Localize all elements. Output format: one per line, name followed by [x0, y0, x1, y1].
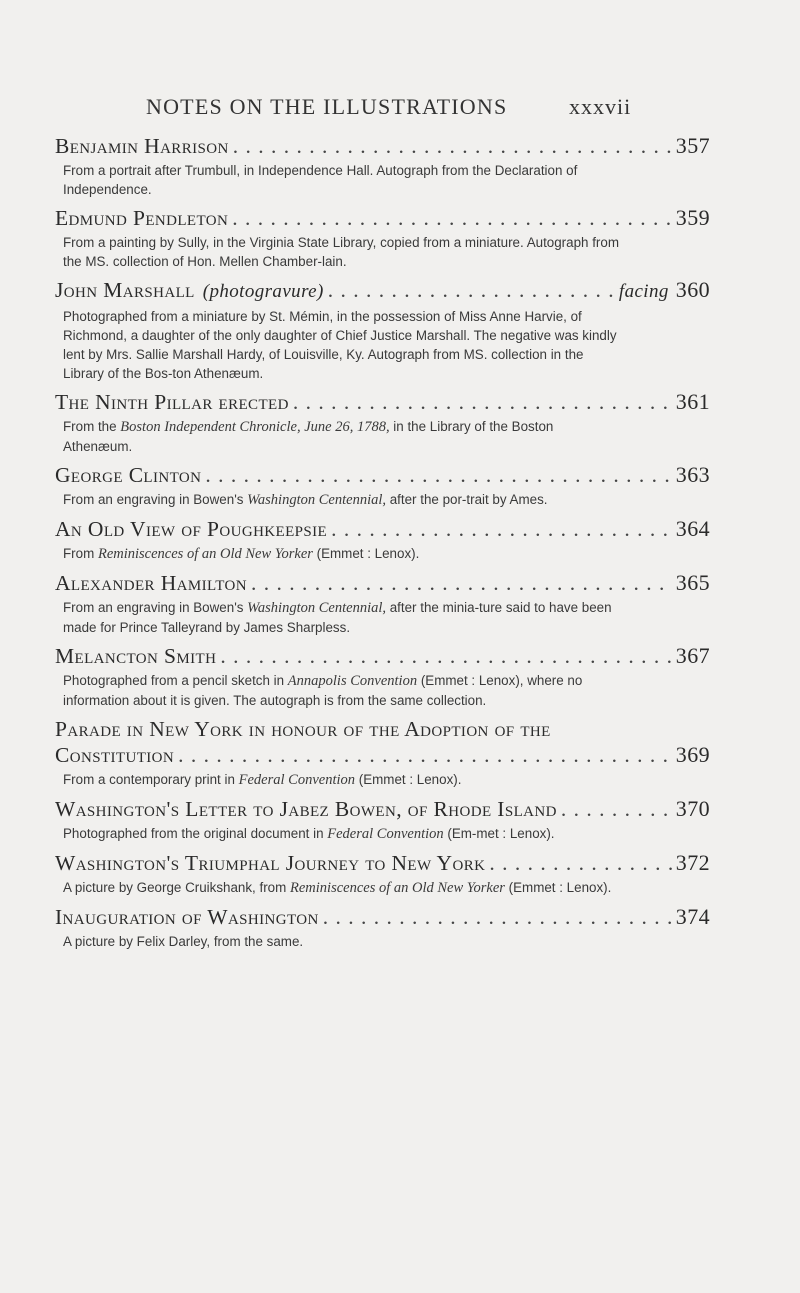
note-text: Photographed from a miniature by St. Mémin, in the possession of Miss Anne Harvie, of Richmond, a daughter of the only daughter of Chief Justice Marshall. The negative was kindly lent by Mrs. Sallie Marshall Hardy, of Louisville, Ky. Autograph from MS. collection in the Library of the Bos-ton Athenæum. [63, 309, 617, 381]
entry-note [63, 671, 623, 710]
note-text: Photographed from the original document in [63, 826, 328, 841]
note-italic-text: Washington Centennial, [247, 600, 386, 616]
entry-title: The Ninth Pillar erected [55, 390, 289, 414]
page-number: 374 [675, 904, 710, 929]
list-item [55, 716, 710, 790]
list-item [55, 796, 710, 844]
entry-note [63, 932, 623, 951]
list-item [55, 570, 710, 637]
list-item [55, 850, 710, 898]
note-text: A picture by Felix Darley, from the same. [63, 934, 304, 949]
note-text: (Em-met : Lenox). [443, 826, 555, 841]
entry-heading [55, 742, 710, 768]
dot-leader [251, 570, 672, 596]
page-number: 369 [675, 742, 710, 767]
dot-leader [561, 796, 672, 822]
note-italic-text: Federal Convention [327, 826, 444, 842]
entry-heading [55, 205, 710, 231]
entry-title: Parade in New York in honour of the Adoption of the [55, 717, 551, 741]
page-number: 363 [675, 462, 710, 487]
dot-leader [331, 516, 672, 542]
entry-title: Benjamin Harrison [55, 134, 229, 158]
entry-note [63, 307, 623, 383]
dot-leader [220, 643, 671, 669]
entry-note [63, 824, 623, 844]
dot-leader [489, 850, 671, 876]
page-number: 370 [675, 796, 710, 821]
note-text: From a painting by Sully, in the Virginia State Library, copied from a miniature. Autograph from the MS. collection of Hon. Mellen Chamber-lain. [63, 235, 619, 269]
note-text: From an engraving in Bowen's [63, 600, 248, 615]
entry-title: Melancton Smith [55, 644, 217, 668]
dot-leader [233, 133, 672, 159]
list-item [55, 904, 710, 951]
note-text: From the [63, 419, 121, 434]
list-item [55, 643, 710, 710]
list-item [55, 462, 710, 510]
list-item [55, 133, 710, 199]
entry-note [63, 770, 623, 790]
note-text: From a portrait after Trumbull, in Independence Hall. Autograph from the Declaration of Independence. [63, 163, 578, 197]
entry-heading [55, 643, 710, 669]
entry-heading [55, 516, 710, 542]
note-text: Photographed from a pencil sketch in [63, 673, 288, 688]
note-text: A picture by George Cruikshank, from [63, 880, 290, 895]
illustration-list [55, 133, 710, 957]
note-text: (Emmet : Lenox). [504, 880, 612, 895]
entry-title: Alexander Hamilton [55, 571, 247, 595]
dot-leader [232, 205, 672, 231]
page-number: 360 [675, 277, 710, 302]
note-italic-text: Reminiscences of an Old New Yorker [97, 546, 313, 562]
note-text: in the Library of the Boston Athenæum. [63, 419, 554, 454]
note-italic-text: Annapolis Convention [287, 673, 418, 689]
page-number: 361 [675, 389, 710, 414]
entry-title: George Clinton [55, 463, 202, 487]
entry-heading [55, 850, 710, 876]
list-item [55, 277, 710, 383]
entry-heading [55, 796, 710, 822]
list-item [55, 516, 710, 564]
entry-note [63, 878, 623, 898]
dot-leader [328, 277, 615, 303]
list-item [55, 389, 710, 456]
note-text: (Emmet : Lenox). [312, 546, 420, 561]
entry-heading [55, 133, 710, 159]
entry-heading [55, 462, 710, 488]
note-italic-text: Washington Centennial, [247, 492, 386, 508]
dot-leader [178, 742, 672, 768]
note-text: From an engraving in Bowen's [63, 492, 248, 507]
list-item [55, 205, 710, 271]
dot-leader [323, 904, 672, 930]
entry-qualifier: (photogravure) [202, 281, 324, 302]
entry-note [63, 544, 623, 564]
entry-note [63, 233, 623, 271]
page-number: 359 [675, 205, 710, 230]
entry-heading [55, 277, 710, 305]
note-text: after the por-trait by Ames. [386, 492, 548, 507]
dot-leader [205, 462, 671, 488]
entry-title: Edmund Pendleton [55, 206, 229, 230]
page-number: 364 [675, 516, 710, 541]
page-number: 357 [675, 133, 710, 158]
entry-title: An Old View of Poughkeepsie [55, 517, 328, 541]
entry-title: Washington's Letter to Jabez Bowen, of Rhode Island [55, 797, 557, 821]
entry-note [63, 417, 623, 456]
page-number: 372 [675, 850, 710, 875]
facing-label: facing [618, 281, 669, 302]
entry-heading [55, 570, 710, 596]
note-text: after the minia-ture said to have been made for Prince Talleyrand by James Sharpless. [63, 600, 612, 635]
note-text: (Emmet : Lenox). [355, 772, 462, 787]
note-italic-text: Reminiscences of an Old New Yorker [290, 880, 505, 896]
page-number: 365 [675, 570, 710, 595]
dot-leader [293, 389, 672, 415]
note-text: (Emmet : Lenox), where no information about it is given. The autograph is from the same collection. [63, 673, 583, 708]
note-text: From [63, 546, 98, 561]
entry-title: Washington's Triumphal Journey to New York [55, 851, 486, 875]
running-title: NOTES ON THE ILLUSTRATIONS [146, 94, 508, 119]
note-italic-text: Boston Independent Chronicle, June 26, 1788, [120, 419, 390, 435]
entry-title-continued: Constitution [55, 743, 175, 767]
entry-note [63, 490, 623, 510]
note-italic-text: Federal Convention [238, 772, 356, 788]
entry-heading [55, 389, 710, 415]
entry-note [63, 161, 623, 199]
entry-note [63, 598, 623, 637]
entry-heading [55, 904, 710, 930]
page-folio: xxxvii [569, 94, 632, 119]
note-text: From a contemporary print in [63, 772, 239, 787]
page-number: 367 [675, 643, 710, 668]
entry-title: Inauguration of Washington [55, 905, 319, 929]
entry-title: John Marshall [55, 278, 195, 302]
